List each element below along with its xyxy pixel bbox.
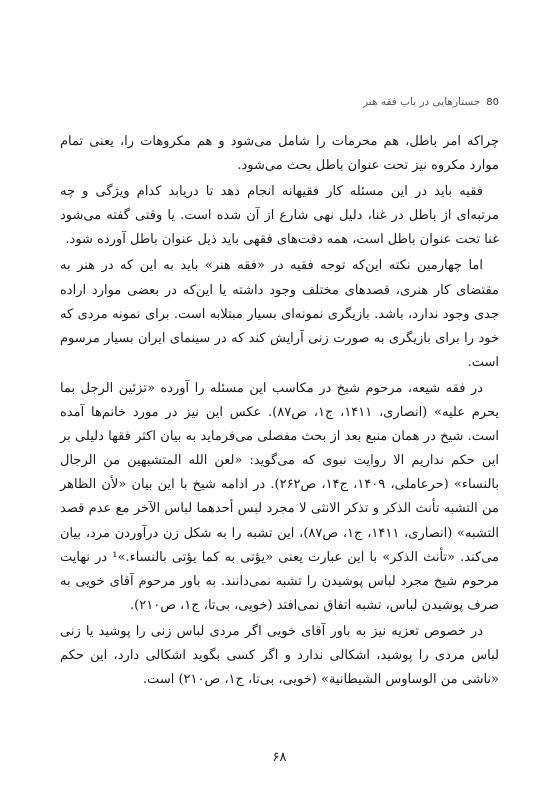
footer-page-number: ۶۸	[272, 750, 287, 765]
running-header	[60, 96, 499, 108]
body-text	[60, 130, 499, 694]
running-title: جستارهایی در باب فقه هنر	[362, 96, 481, 108]
paragraph: چراکه امر باطل، هم محرمات را شامل می‌شود و هم مکروهات را، یعنی تمام موارد مکروه نیز تحت عنوان باطل بحث می‌شود.	[60, 134, 499, 174]
paragraph: در خصوص تعزیه نیز به باور آقای خویی اگر مردی لباس زنی را پوشید یا زنی لباس مردی را پوشید، اشکالی ندارد و اگر کسی بگوید اشکالی دارد، این حکم «ناشی من الوساوس الشیطانیة» (خویی، بی‌تا، ج۱، ص۲۱۰) است.	[60, 623, 499, 688]
paragraph: فقیه باید در این مسئله کار فقیهانه انجام دهد تا دریابد کدام ویژگی و چه مرتبه‌ای از باطل در غنا، دلیل نهی شارع از آن شده است. یا وقتی گفته می‌شود غنا تحت عنوان باطل است، همه دقت‌های فقهی باید ذیل عنوان باطل آورده شود.	[60, 184, 499, 248]
header-page-number: 80	[486, 96, 499, 108]
paragraph: در فقه شیعه، مرحوم شیخ در مکاسب این مسئله را آورده «تزئین الرجل بما یحرم علیه» (انصاری، ۱۴۱۱، ج۱، ص۸۷). عکس این نیز در مورد خانم‌ها آمده است. شیخ در همان منبع بعد از بحث مفصلی می‌فرماید به بیان اکثر فقها دلیلی بر این حکم نداریم الا روایت نبوی که می‌گوید: «لعن الله المتشبهین من الرجال بالنساء» (حرعاملی، ۱۴۰۹، ج۱۴، ص۲۶۲). در ادامه شیخ با این بیان «لأن الظاهر من التشبه تأنث الذکر و تذکر الانثی لا مجرد لبس أحدهما لباس الآخر مع عدم قصد التشبه» (انصاری، ۱۴۱۱، ج۱، ص۸۷)، این تشبه را به شکل زن درآوردن مرد، بیان می‌کند. «تأنث الذکر» با این عبارت یعنی «یؤتی به کما یؤتی بالنساء.»¹ در نهایت مرحوم شیخ مجرد لباس پوشیدن را تشبه نمی‌دانند. به باور مرحوم آقای خویی به صرف پوشیدن لباس، تشبه اتفاق نمی‌افتد (خویی، بی‌تا، ج۱، ص۲۱۰).	[60, 380, 499, 613]
paragraph: اما چهارمین نکته این‌که توجه فقیه در «فقه هنر» باید به این که در هنر به مقتضای کار هنری، قصدهای مختلف وجود داشته یا این‌که در بعضی موارد اراده جدی وجود ندارد، باشد. بازیگری نمونه‌ای بسیار مبتلابه است. برای نمونه مردی که خود را برای بازیگری به صورت زنی آرایش کند که در سینمای ایران بسیار مرسوم است.	[60, 258, 499, 370]
